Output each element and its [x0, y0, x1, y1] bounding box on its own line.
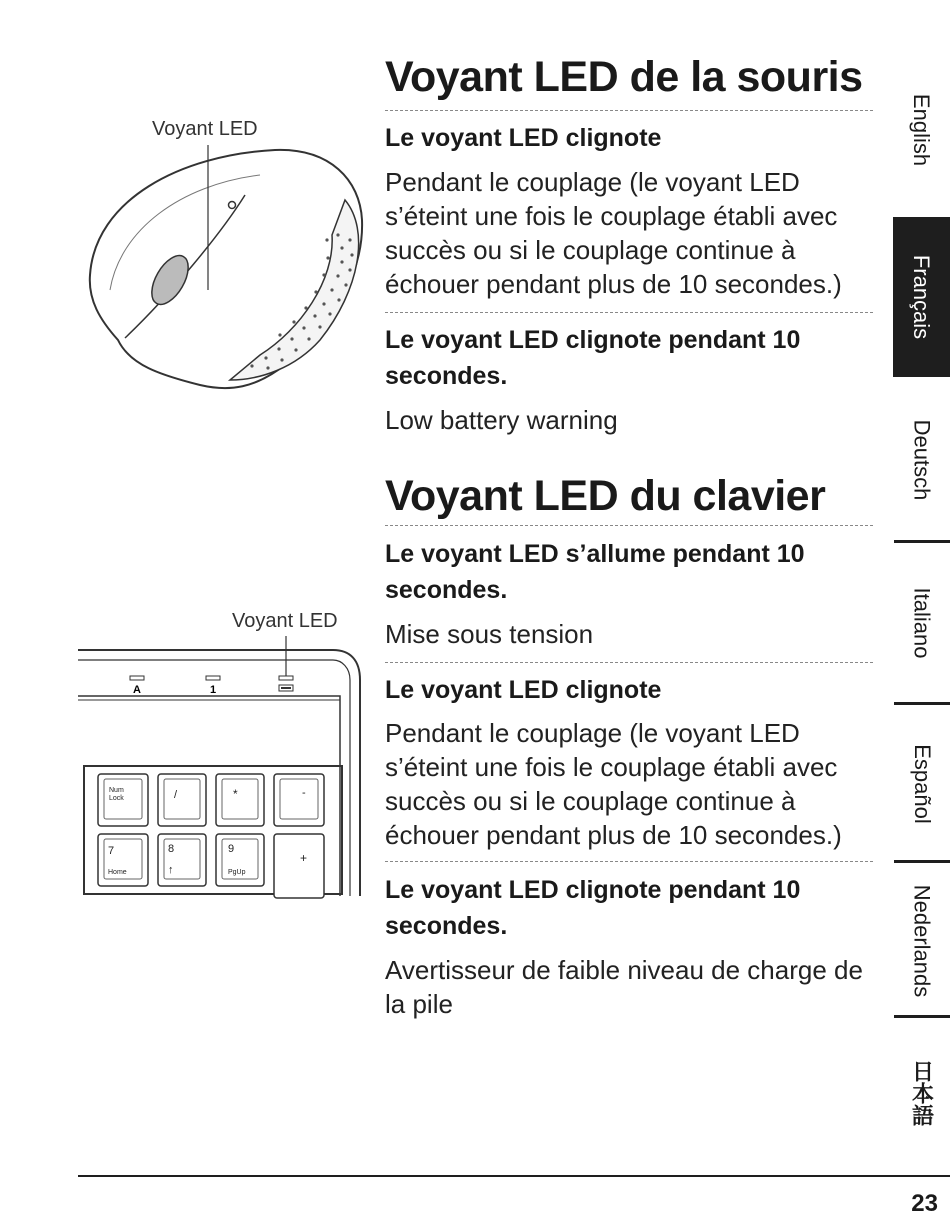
key-nine-label: 9 — [228, 843, 235, 855]
keyboard-entry-1-title: Le voyant LED s’allume pendant 10 secondes. — [385, 540, 805, 604]
tab-separator — [894, 860, 950, 863]
keyboard-entry-2-title: Le voyant LED clignote — [385, 676, 662, 704]
language-tab-italiano[interactable]: Italiano — [909, 587, 935, 659]
tab-separator — [894, 702, 950, 705]
footer-rule — [78, 1175, 950, 1177]
key-plus-label: + — [300, 851, 308, 865]
divider — [385, 312, 873, 313]
divider — [385, 662, 873, 663]
language-tab-japanese[interactable]: 日本語 — [909, 1060, 935, 1126]
page-number: 23 — [911, 1190, 938, 1217]
language-tab-espanol[interactable]: Español — [909, 744, 935, 824]
language-tab-deutsch[interactable]: Deutsch — [909, 419, 935, 501]
key-star-label: * — [233, 787, 238, 801]
keyboard-entry-1-text: Mise sous tension — [385, 619, 594, 649]
divider — [385, 525, 873, 526]
tab-separator — [894, 1015, 950, 1018]
keyboard-entry-3-text: Avertisseur de faible niveau de charge de la pile — [385, 955, 863, 1019]
mouse-entry-2-text: Low battery warning — [385, 405, 618, 435]
keyboard-illustration — [78, 636, 378, 906]
mouse-entry-2-title: Le voyant LED clignote pendant 10 secondes. — [385, 326, 801, 390]
key-minus-label: - — [302, 787, 306, 799]
mouse-illustration — [70, 140, 380, 400]
keyboard-entry-2-text: Pendant le couplage (le voyant LED s’éteint une fois le couplage établi avec succès ou si le couplage continue à échouer pendant plus de 10 secondes.) — [385, 718, 842, 850]
language-tab-english[interactable]: English — [909, 93, 935, 167]
key-pgup-label: PgUp — [228, 869, 246, 876]
mouse-led-callout: Voyant LED — [152, 118, 258, 140]
key-numlock-label-line1: Num — [109, 787, 124, 794]
key-home-label: Home — [108, 869, 127, 876]
keyboard-entry-3-title: Le voyant LED clignote pendant 10 secondes. — [385, 876, 801, 940]
mouse-led-heading: Voyant LED de la souris — [385, 53, 863, 101]
indicator-label-1: 1 — [209, 684, 217, 696]
mouse-entry-1-text: Pendant le couplage (le voyant LED s’éteint une fois le couplage établi avec succès ou si le couplage continue à échouer pendant plus de 10 secondes.) — [385, 167, 842, 299]
key-up-arrow-label: ↑ — [168, 864, 174, 876]
language-tab-nederlands[interactable]: Nederlands — [909, 884, 935, 998]
keyboard-led-callout: Voyant LED — [232, 610, 338, 632]
key-numlock-label-line2: Lock — [109, 795, 124, 802]
key-slash-label: / — [174, 789, 178, 801]
mouse-entry-1-title: Le voyant LED clignote — [385, 124, 662, 152]
divider — [385, 110, 873, 111]
tab-separator — [894, 540, 950, 543]
language-tab-francais[interactable]: Français — [893, 217, 950, 377]
key-eight-label: 8 — [168, 843, 175, 855]
indicator-label-a: A — [133, 684, 141, 696]
key-seven-label: 7 — [108, 845, 115, 857]
divider — [385, 861, 873, 862]
keyboard-led-heading: Voyant LED du clavier — [385, 472, 826, 520]
